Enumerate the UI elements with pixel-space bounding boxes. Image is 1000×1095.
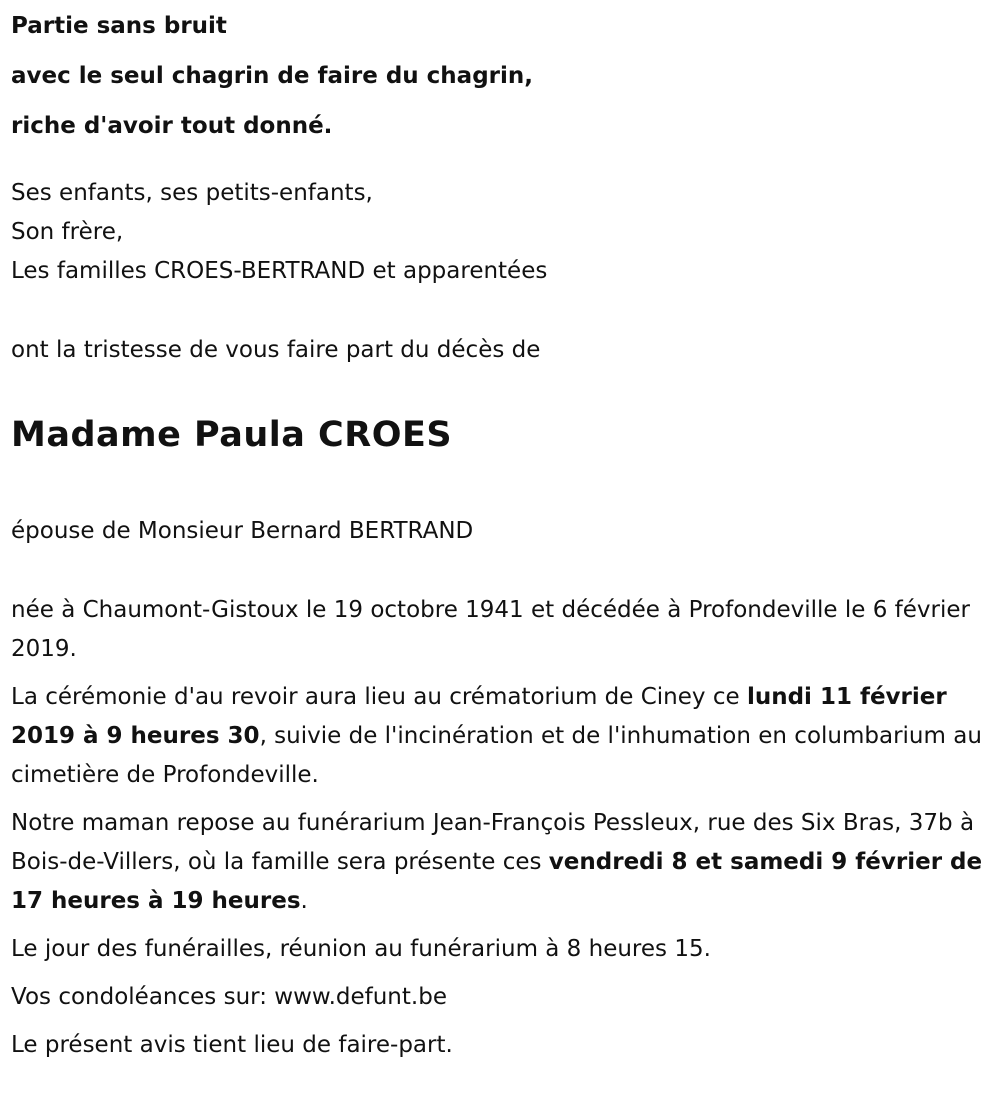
ceremony-date-time: lundi 11 février 2019 à 9 heures 30 (11, 684, 947, 749)
meeting-paragraph: Le jour des funérailles, réunion au funérarium à 8 heures 15. (11, 936, 711, 962)
closing-paragraph: Le présent avis tient lieu de faire-part. (11, 1032, 453, 1058)
visitation-text-after: . (300, 888, 308, 914)
epigraph-line: Partie sans bruit (11, 13, 227, 39)
birth-death-paragraph: née à Chaumont-Gistoux le 19 octobre 1941 et décédée à Profondeville le 6 février 2019. (11, 597, 970, 662)
epigraph (11, 1, 991, 151)
family-list (11, 174, 991, 291)
spouse-line: épouse de Monsieur Bernard BERTRAND (11, 518, 474, 544)
deceased-name: Madame Paula CROES (11, 415, 453, 455)
epigraph-line: riche d'avoir tout donné. (11, 113, 333, 139)
epigraph-line: avec le seul chagrin de faire du chagrin, (11, 63, 534, 89)
family-line: Ses enfants, ses petits-enfants, (11, 180, 373, 206)
visitation-text-before: Notre maman repose au funérarium Jean-François Pessleux, rue des Six Bras, 37b à Bois-de-Villers, où la famille sera présente ces (11, 810, 975, 875)
ceremony-text-before: La cérémonie d'au revoir aura lieu au crématorium de Ciney ce (11, 684, 747, 710)
ceremony-text-after: , suivie de l'incinération et de l'inhumation en columbarium au cimetière de Profondeville. (11, 723, 982, 788)
condolences-paragraph: Vos condoléances sur: www.defunt.be (11, 984, 447, 1010)
obituary-notice (11, 0, 991, 1065)
visitation-paragraph (11, 804, 991, 921)
announcement-intro: ont la tristesse de vous faire part du décès de (11, 337, 541, 363)
visitation-schedule: vendredi 8 et samedi 9 février de 17 heures à 19 heures (11, 849, 983, 914)
ceremony-paragraph (11, 678, 991, 795)
family-line: Les familles CROES-BERTRAND et apparentées (11, 258, 548, 284)
family-line: Son frère, (11, 219, 124, 245)
